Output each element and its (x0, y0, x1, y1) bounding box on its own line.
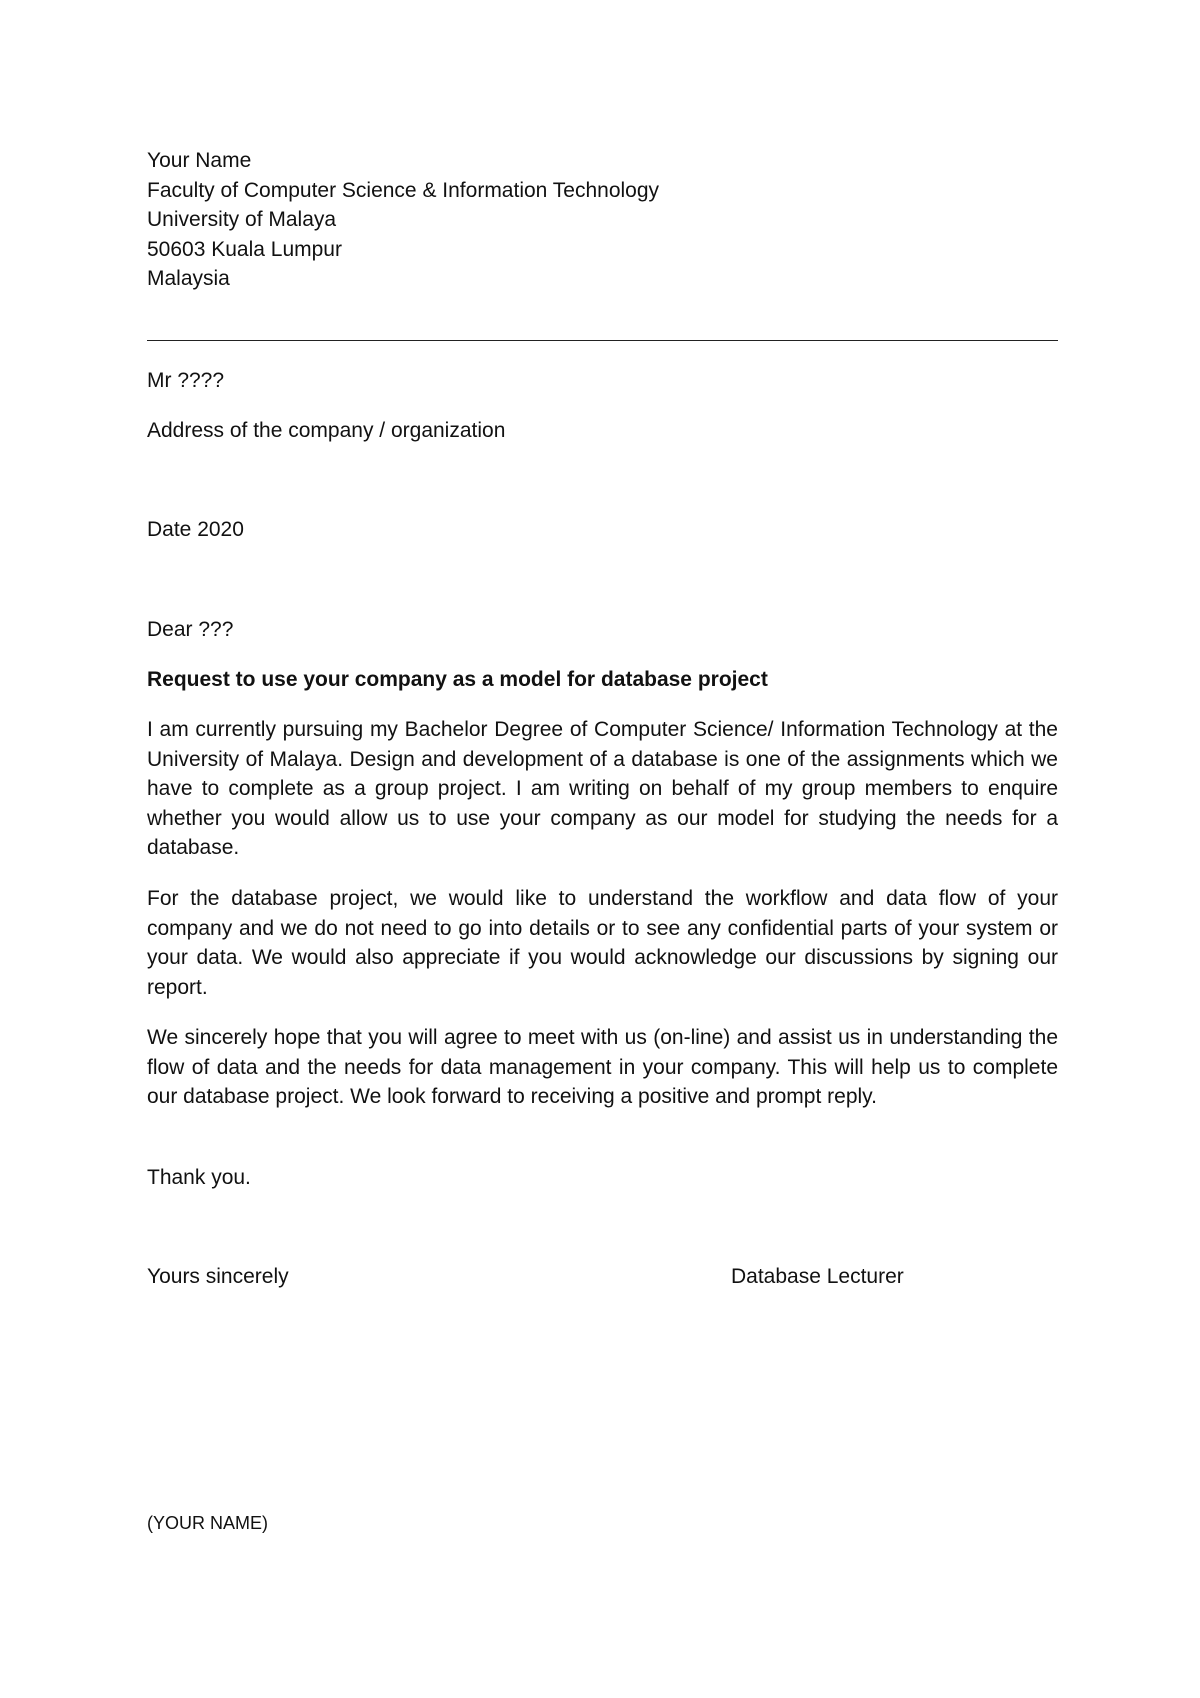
sender-country: Malaysia (147, 267, 230, 290)
header-divider (147, 340, 1058, 341)
letter-date: Date 2020 (147, 518, 244, 541)
sender-name: Your Name (147, 149, 252, 172)
sender-address (147, 146, 659, 294)
sender-university: University of Malaya (147, 208, 337, 231)
recipient-address: Address of the company / organization (147, 419, 506, 442)
body-paragraph-3: We sincerely hope that you will agree to meet with us (on-line) and assist us in understanding the flow of data and the needs for data management in your company. This will help us to complete our database project. We look forward to receiving a positive and prompt reply. (147, 1026, 1058, 1108)
closing: Yours sincerely (147, 1265, 289, 1288)
body-paragraph-2: For the database project, we would like to understand the workflow and data flow of your company and we do not need to go into details or to see any confidential parts of your system or your data. We would also appreciate if you would acknowledge our discussions by signing our report. (147, 887, 1058, 999)
body-paragraph-1: I am currently pursuing my Bachelor Degree of Computer Science/ Information Technology at the University of Malaya. Design and development of a database is one of the assignments which we have to complete as a group project. I am writing on behalf of my group members to enquire whether you would allow us to use your company as our model for studying the needs for a database. (147, 718, 1058, 859)
sender-faculty: Faculty of Computer Science & Information Technology (147, 178, 660, 202)
thank-you: Thank you. (147, 1166, 251, 1189)
recipient-name: Mr ???? (147, 369, 225, 392)
sender-city: 50603 Kuala Lumpur (147, 237, 342, 261)
salutation: Dear ??? (147, 618, 234, 641)
cc-label: Database Lecturer (731, 1265, 904, 1288)
signature-name: (YOUR NAME) (147, 1513, 268, 1533)
letter-subject: Request to use your company as a model for database project (147, 668, 768, 691)
